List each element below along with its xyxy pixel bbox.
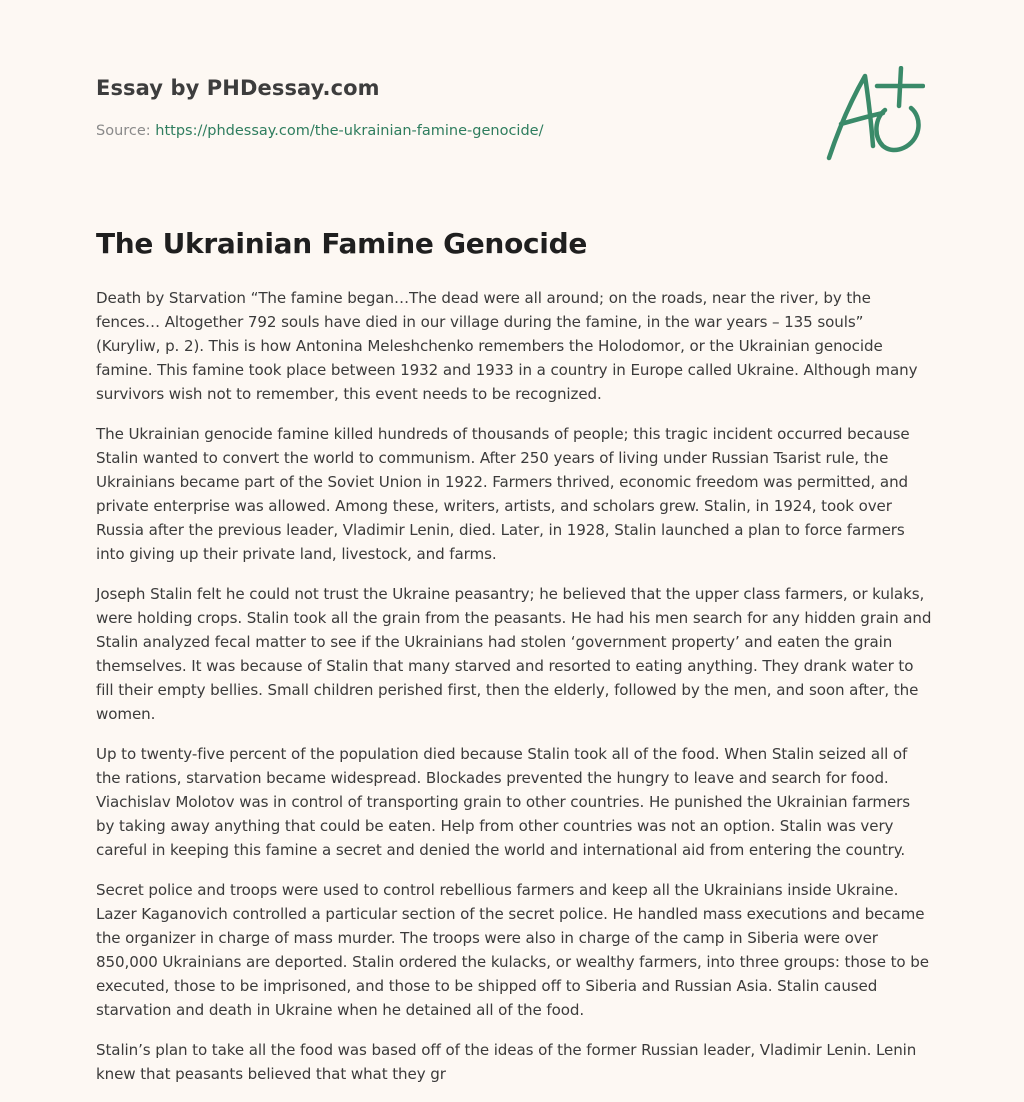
essay-paragraph: Up to twenty-five percent of the population died because Stalin took all of the food. When Stalin seized all of the rations, starvation became widespread. Blockades prevented the hungry to leave and search for food. Viachislav Molotov was in control of transporting grain to other countries. He punished the Ukrainian farmers by taking away anything that could be eaten. Help from other countries was not an option. Stalin was very careful in keeping this famine a secret and denied the world and international aid from entering the country. bbox=[96, 745, 911, 859]
essay-title: The Ukrainian Famine Genocide bbox=[96, 227, 588, 260]
page-header bbox=[96, 0, 928, 200]
source-link[interactable]: https://phdessay.com/the-ukrainian-famine-genocide/ bbox=[155, 123, 544, 139]
source-label: Source: bbox=[96, 123, 156, 139]
source-line bbox=[96, 123, 543, 139]
essay-paragraph: Secret police and troops were used to control rebellious farmers and keep all the Ukrainians inside Ukraine. Lazer Kaganovich controlled a particular section of the secret police. He handled mass executions and became the organizer in charge of mass murder. The troops were also in charge of the camp in Siberia were over 850,000 Ukrainians are deported. Stalin ordered the kulacks, or wealthy farmers, into three groups: those to be executed, those to be imprisoned, and those to be shipped off to Siberia and Russian Asia. Stalin caused starvation and death in Ukraine when he detained all of the food. bbox=[96, 881, 929, 1019]
essay-paragraph: Stalin’s plan to take all the food was based off of the ideas of the former Russian leader, Vladimir Lenin. Lenin knew that peasants believed that what they gr bbox=[96, 1041, 917, 1083]
site-brand: Essay by PHDessay.com bbox=[96, 76, 380, 100]
a-plus-logo-icon bbox=[823, 66, 925, 164]
essay-paragraph: Death by Starvation “The famine began…The dead were all around; on the roads, near the river, by the fences… Altogether 792 souls have died in our village during the famine, in the war years – 135 souls” (Kuryliw, p. 2). This is how Antonina Meleshchenko remembers the Holodomor, or the Ukrainian genocide famine. This famine took place between 1932 and 1933 in a country in Europe called Ukraine. Although many survivors wish not to remember, this event needs to be recognized. bbox=[96, 289, 918, 403]
essay-paragraph: Joseph Stalin felt he could not trust the Ukraine peasantry; he believed that the upper class farmers, or kulaks, were holding crops. Stalin took all the grain from the peasants. He had his men search for any hidden grain and Stalin analyzed fecal matter to see if the Ukrainians had stolen ‘government property’ and eaten the grain themselves. It was because of Stalin that many starved and resorted to eating anything. They drank water to fill their empty bellies. Small children perished first, then the elderly, followed by the men, and soon after, the women. bbox=[96, 585, 932, 723]
essay-paragraph: The Ukrainian genocide famine killed hundreds of thousands of people; this tragic incident occurred because Stalin wanted to convert the world to communism. After 250 years of living under Russian Tsarist rule, the Ukrainians became part of the Soviet Union in 1922. Farmers thrived, economic freedom was permitted, and private enterprise was allowed. Among these, writers, artists, and scholars grew. Stalin, in 1924, took over Russia after the previous leader, Vladimir Lenin, died. Later, in 1928, Stalin launched a plan to force farmers into giving up their private land, livestock, and farms. bbox=[96, 425, 910, 563]
essay-body bbox=[96, 286, 932, 1102]
essay-page bbox=[96, 0, 932, 1083]
